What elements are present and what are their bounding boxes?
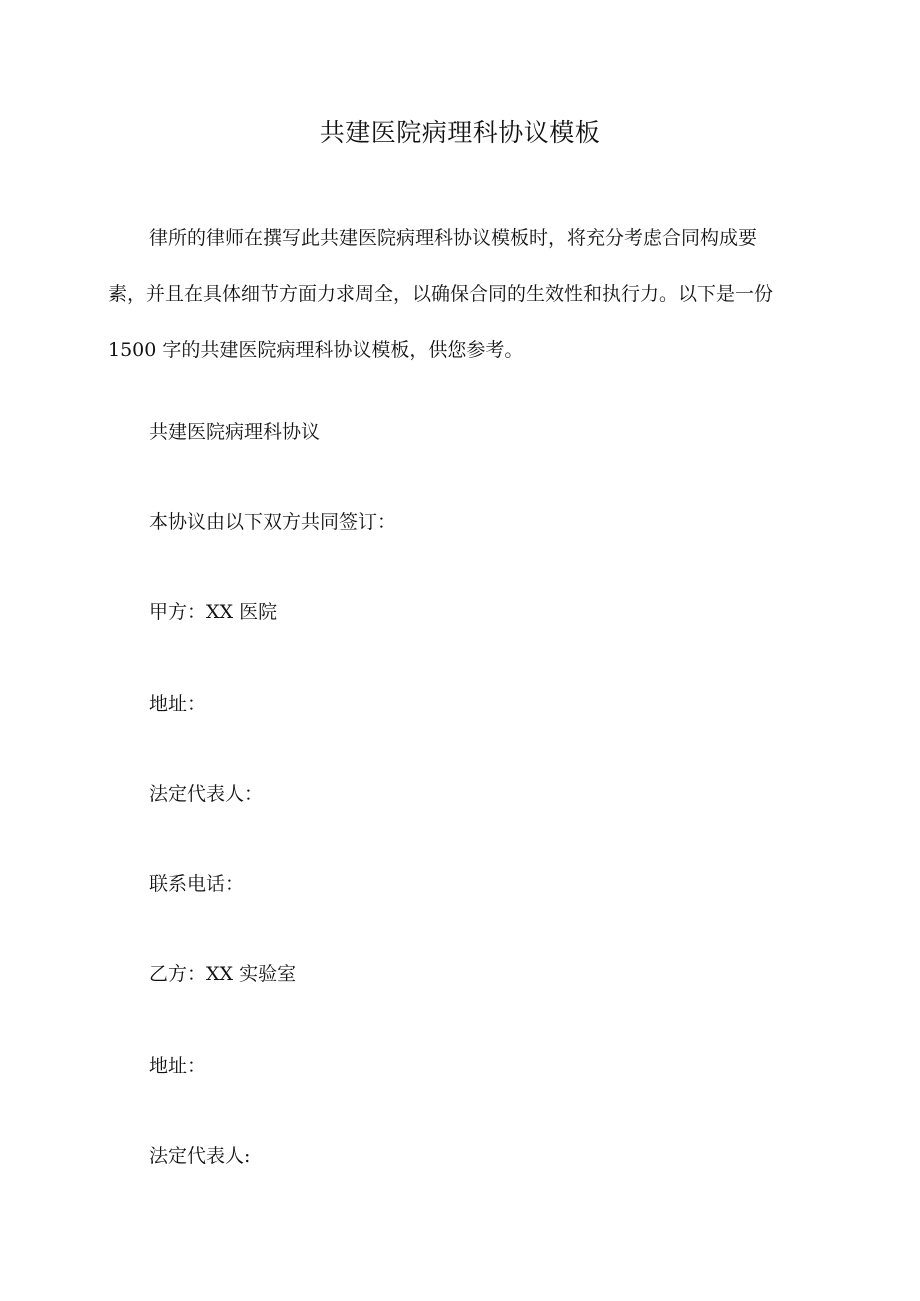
party-a-label: 甲方：XX 医院 (149, 601, 278, 623)
intro-line-1: 律所的律师在撰写此共建医院病理科协议模板时，将充分考虑合同构成要 (149, 227, 758, 249)
party-b-label: 乙方：XX 实验室 (149, 963, 297, 985)
intro-paragraph (108, 210, 814, 378)
signing-intro: 本协议由以下双方共同签订： (149, 511, 397, 533)
party-a-address: 地址： (149, 693, 207, 715)
intro-line-2: 素，并且在具体细节方面力求周全，以确保合同的生效性和执行力。以下是一份 (108, 283, 774, 305)
page-title: 共建医院病理科协议模板 (319, 118, 601, 147)
party-a-legal-rep: 法定代表人： (149, 783, 264, 805)
agreement-heading: 共建医院病理科协议 (149, 421, 321, 443)
intro-line-3: 1500 字的共建医院病理科协议模板，供您参考。 (108, 339, 524, 361)
party-b-address: 地址： (149, 1055, 207, 1077)
party-b-legal-rep: 法定代表人: (149, 1145, 251, 1167)
party-a-phone: 联系电话： (149, 873, 245, 895)
